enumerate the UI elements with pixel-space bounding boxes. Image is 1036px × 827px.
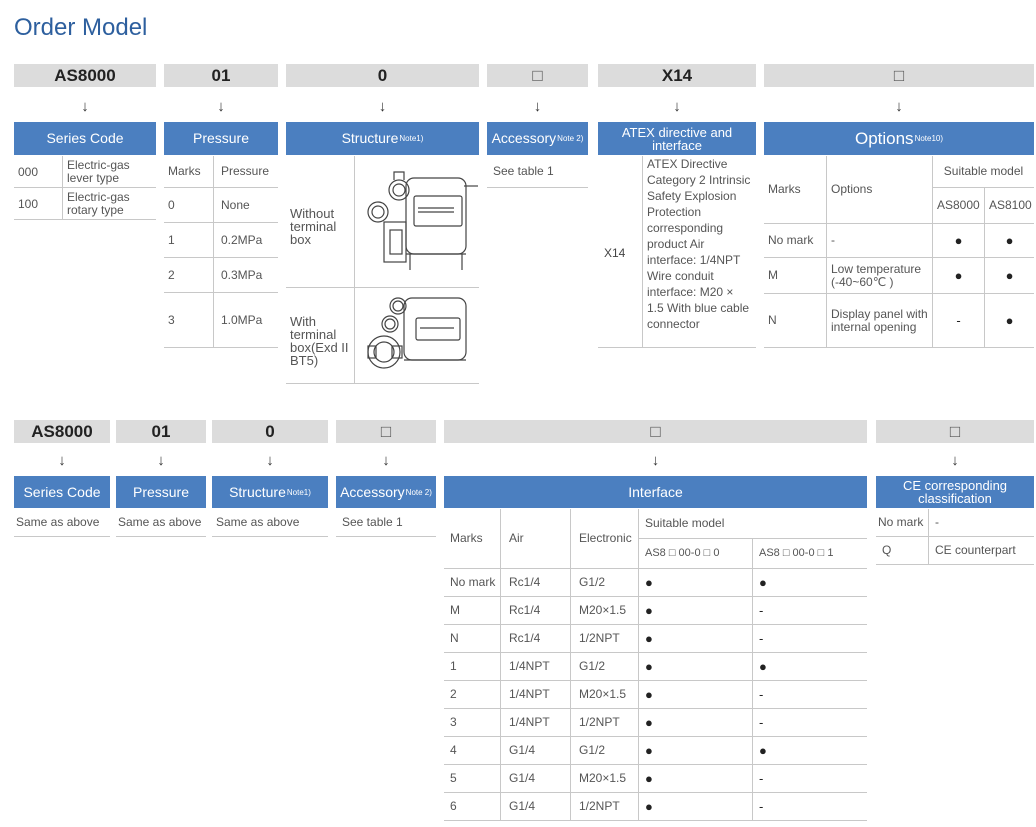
arrow-icon: ↓ [951,452,959,469]
accessory-header: Accessory Note 2) [336,476,436,508]
code-pressure: 01 [164,64,278,87]
interface-air: 1/4NPT [500,653,570,681]
arrow-icon: ↓ [378,98,387,115]
pressure-mark: 0 [164,188,213,223]
options-name: - [826,224,932,258]
pressure-value: Same as above [116,509,206,537]
code-interface: □ [444,420,867,443]
options-model-as8000: AS8000 [932,188,984,224]
interface-air: 1/4NPT [500,709,570,737]
atex-table [598,156,756,348]
options-mark: M [764,258,826,294]
options-suitable: ● [932,258,984,294]
structure-table [286,156,479,384]
interface-mark: N [444,625,500,653]
interface-col-marks: Marks [444,509,500,569]
pressure-col-marks: Marks [164,156,213,188]
series-code-header: Series Code [14,476,110,508]
interface-electronic: G1/2 [570,737,638,765]
series-code-value: 000 [18,164,39,179]
arrow-icon: ↓ [533,98,542,115]
interface-air: G1/4 [500,737,570,765]
interface-mark: 6 [444,793,500,821]
structure-value: Same as above [212,509,328,537]
options-name: Low temperature (-40~60℃ ) [826,258,932,294]
ce-table [876,509,1034,565]
pressure-table [164,156,278,348]
options-suitable: ● [984,224,1034,258]
code-ce: □ [876,420,1034,443]
accessory-value: See table 1 [487,156,588,188]
interface-air: 1/4NPT [500,681,570,709]
interface-electronic: M20×1.5 [570,597,638,625]
interface-suitable-1: - [752,681,867,709]
interface-suitable-0: ● [638,765,752,793]
arrow-icon: ↓ [157,452,165,469]
series-code-value: 100 [18,196,39,211]
interface-air: Rc1/4 [500,625,570,653]
series-row [14,188,156,220]
ce-desc: CE counterpart [928,537,1034,565]
options-model-as8100: AS8100 [984,188,1034,224]
structure-with-box: With terminal box(Exd II BT5) [286,288,354,384]
interface-mark: M [444,597,500,625]
arrow-icon: ↓ [673,98,681,115]
accessory-value: See table 1 [336,509,436,537]
interface-col-suitable: Suitable model [638,509,867,539]
interface-electronic: G1/2 [570,569,638,597]
structure-header: Structure Note1) [286,122,479,155]
interface-air: Rc1/4 [500,597,570,625]
interface-col-air: Air [500,509,570,569]
arrow-icon: ↓ [58,452,66,469]
code-accessory: □ [336,420,436,443]
interface-suitable-0: ● [638,681,752,709]
arrow-icon: ↓ [382,452,390,469]
pressure-header: Pressure [116,476,206,508]
options-suitable: - [932,294,984,348]
atex-header: ATEX directive and interface [598,122,756,155]
options-suitable: ● [984,258,1034,294]
ce-header: CE corresponding classification [876,476,1034,508]
pressure-value: 0.2MPa [213,223,278,258]
interface-air: G1/4 [500,793,570,821]
interface-mark: 3 [444,709,500,737]
options-name: Display panel with internal opening [826,294,932,348]
interface-suitable-1: - [752,625,867,653]
arrow-icon: ↓ [266,452,274,469]
options-mark: No mark [764,224,826,258]
structure-without-box: Without terminal box [286,156,354,288]
interface-electronic: 1/2NPT [570,709,638,737]
interface-suitable-0: ● [638,793,752,821]
interface-header: Interface [444,476,867,508]
interface-suitable-1: ● [752,737,867,765]
series-desc: Electric-gas rotary type [62,188,156,220]
pressure-value: 1.0MPa [213,293,278,348]
code-accessory: □ [487,64,588,87]
interface-electronic: 1/2NPT [570,625,638,653]
pressure-col-pressure: Pressure [213,156,278,188]
options-col-options: Options [826,156,932,224]
code-series: AS8000 [14,420,110,443]
interface-suitable-0: ● [638,653,752,681]
interface-suitable-1: - [752,765,867,793]
atex-mark: X14 [604,246,626,260]
interface-electronic: G1/2 [570,653,638,681]
interface-suitable-1: - [752,597,867,625]
interface-model-1: AS8 □ 00-0 □ 1 [752,539,867,569]
interface-suitable-1: - [752,793,867,821]
interface-electronic: M20×1.5 [570,681,638,709]
code-series: AS8000 [14,64,156,87]
ce-mark: No mark [876,509,928,537]
ce-desc: - [928,509,1034,537]
pressure-value: 0.3MPa [213,258,278,293]
pressure-value: None [213,188,278,223]
positioner-image [354,156,479,288]
interface-suitable-0: ● [638,737,752,765]
interface-col-electronic: Electronic [570,509,638,569]
options-mark: N [764,294,826,348]
pressure-mark: 3 [164,293,213,348]
arrow-icon: ↓ [217,98,225,115]
page-title: Order Model [14,14,148,41]
interface-mark: 5 [444,765,500,793]
arrow-icon: ↓ [895,98,903,115]
options-col-suitable: Suitable model [932,156,1034,188]
pressure-header: Pressure [164,122,278,155]
interface-air: G1/4 [500,765,570,793]
code-atex: X14 [598,64,756,87]
accessory-header: Accessory Note 2) [487,122,588,155]
interface-mark: No mark [444,569,500,597]
interface-suitable-1: ● [752,569,867,597]
structure-header: Structure Note1) [212,476,328,508]
options-suitable: ● [932,224,984,258]
positioner-terminal-image [354,288,479,384]
code-options: □ [764,64,1034,87]
interface-suitable-0: ● [638,597,752,625]
series-desc: Electric-gas lever type [62,156,156,188]
code-structure: 0 [212,420,328,443]
pressure-mark: 1 [164,223,213,258]
arrow-icon: ↓ [81,98,89,115]
options-table [764,156,1034,348]
options-suitable: ● [984,294,1034,348]
pressure-mark: 2 [164,258,213,293]
interface-electronic: M20×1.5 [570,765,638,793]
interface-model-0: AS8 □ 00-0 □ 0 [638,539,752,569]
series-value: Same as above [14,509,110,537]
interface-suitable-0: ● [638,709,752,737]
code-structure: 0 [286,64,479,87]
arrow-icon: ↓ [651,452,660,469]
atex-description: ATEX Directive Category 2 Intrinsic Safety Explosion Protection corresponding product Air interface: 1/4NPT Wire conduit interface: M20 × 1.5 With blue cable connector [642,156,756,348]
ce-mark: Q [876,537,928,565]
interface-air: Rc1/4 [500,569,570,597]
series-row [14,156,156,188]
options-header: Options Note10) [764,122,1034,155]
interface-mark: 4 [444,737,500,765]
interface-suitable-0: ● [638,625,752,653]
series-code-header: Series Code [14,122,156,155]
interface-electronic: 1/2NPT [570,793,638,821]
interface-table [444,509,867,821]
interface-suitable-1: ● [752,653,867,681]
interface-mark: 2 [444,681,500,709]
interface-suitable-1: - [752,709,867,737]
interface-mark: 1 [444,653,500,681]
options-col-marks: Marks [764,156,826,224]
interface-suitable-0: ● [638,569,752,597]
code-pressure: 01 [116,420,206,443]
